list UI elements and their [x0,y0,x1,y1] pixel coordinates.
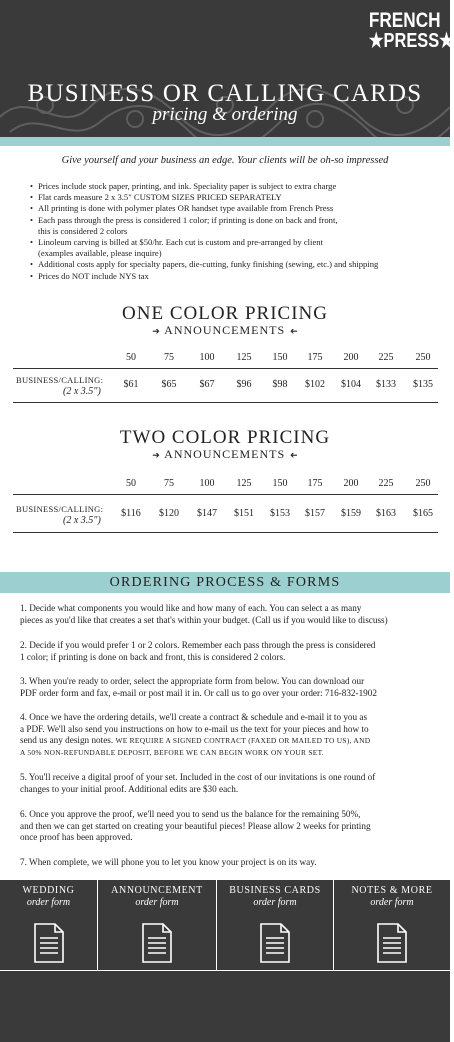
table-cell: $135 [413,379,433,390]
row-sublabel: (2 x 3.5") [63,515,101,526]
list-item: • All printing is done with polymer plates OR handset type available from French Press [30,203,440,214]
column-header: 225 [378,478,394,489]
list-item: 3. When you're ready to order, select the appropriate form from below. You can download our PDF order form and fax, e-mail or post mail it in. Or call us to go over your order: 716-832-1902 [20,676,377,698]
list-item: • Flat cards measure 2 x 3.5" CUSTOM SIZES PRICED SEPARATELY [30,192,440,203]
table-cell: $65 [161,379,177,390]
table-cell: $157 [305,508,325,519]
document-icon [376,923,408,963]
terms-list [30,181,440,282]
column-header: 50 [126,352,136,363]
tagline: Give yourself and your business an edge. Your clients will be oh-so impressed [61,155,389,166]
table-cell: $67 [199,379,215,390]
form-subtitle: order form [370,897,414,908]
column-header: 75 [164,352,174,363]
table-cell: $165 [413,508,433,519]
row-label: BUSINESS/CALLING: [16,504,104,514]
two-color-subtitle: ➔ ANNOUNCEMENTS ➔ [152,447,298,461]
form-title: NOTES & MORE [351,885,433,896]
table-cell: $116 [121,508,141,519]
column-header: 175 [307,352,323,363]
column-header: 125 [236,352,252,363]
list-item: • Prices include stock paper, printing, and ink. Speciality paper is subject to extra charge [30,181,440,192]
table-divider [13,532,438,533]
header-accent-bar [0,137,450,146]
form-title: ANNOUNCEMENT [111,885,203,896]
one-color-title: ONE COLOR PRICING [122,303,328,324]
column-header: 50 [126,478,136,489]
table-cell: $61 [123,379,139,390]
ordering-section-title: ORDERING PROCESS & FORMS [0,572,450,593]
list-item: 7. When complete, we will phone you to let you know your project is on its way. [20,857,317,867]
french-press-logo[interactable] [362,9,454,52]
list-item: 6. Once you approve the proof, we'll need you to send us the balance for the remaining 50%, and then we can get started on creating your beautiful pieces! Please allow 2 weeks for printing once proof has been approved. [20,809,371,843]
list-item: 1. Decide what components you would like and how many of each. You can select a as many pieces as you'd like that creates a set that's within your budget. (Call us if you would like to discuss) [20,603,388,625]
table-cell: $151 [234,508,254,519]
form-subtitle: order form [135,897,179,908]
one-color-subtitle: ➔ ANNOUNCEMENTS ➔ [152,323,298,337]
table-cell: $98 [272,379,288,390]
column-header: 200 [343,478,359,489]
arrow-right-icon: ➔ [152,326,161,336]
column-header: 250 [415,478,431,489]
list-item: 5. You'll receive a digital proof of your set. Included in the cost of our invitations is one round of changes to your initial proof. Additional edits are $30 each. [20,772,376,794]
wedding-order-form-link[interactable] [0,880,97,970]
form-title: WEDDING [22,885,75,896]
column-header: 100 [199,478,215,489]
document-icon [259,923,291,963]
column-header: 200 [343,352,359,363]
table-cell: $153 [270,508,290,519]
table-cell: $133 [376,379,396,390]
column-header: 100 [199,352,215,363]
page-subtitle: pricing & ordering [152,104,298,125]
table-cell: $102 [305,379,325,390]
table-cell: $147 [197,508,217,519]
list-item: 2. Decide if you would prefer 1 or 2 colors. Remember each pass through the press is considered 1 color; if printing is done on back and front, this is considered 2 colors. [20,640,376,662]
list-item: • Linoleum carving is billed at $50/hr. Each cut is custom and pre-arranged by client (examples available, please inquire) [30,237,440,259]
table-cell: $104 [341,379,361,390]
business-cards-order-form-link[interactable] [217,880,333,970]
form-subtitle: order form [26,897,71,908]
column-header: 250 [415,352,431,363]
table-cell: $163 [376,508,396,519]
form-subtitle: order form [253,897,297,908]
table-cell: $159 [341,508,361,519]
column-header: 150 [272,478,288,489]
list-item: • Prices do NOT include NYS tax [30,271,440,282]
logo-line-1: FRENCH [368,9,441,32]
page-header [0,0,454,137]
logo-line-2: ★PRESS★ [368,30,454,52]
arrow-left-icon: ➔ [289,450,298,460]
row-label: BUSINESS/CALLING: [16,375,104,385]
announcement-order-form-link[interactable] [98,880,216,970]
table-cell: $96 [236,379,252,390]
order-forms-footer [0,880,450,1042]
column-header: 150 [272,352,288,363]
column-header: 175 [307,478,323,489]
table-divider [13,494,438,495]
list-item: • Additional costs apply for specialty papers, die-cutting, funky finishing (sewing, etc.) and shipping [30,259,440,270]
list-item: • Each pass through the press is considered 1 color; if printing is done on back and front, this is considered 2 colors [30,215,440,237]
document-icon [33,923,65,963]
page-title: BUSINESS OR CALLING CARDS [27,80,423,107]
table-divider [13,402,438,403]
column-header: 125 [236,478,252,489]
notes-more-order-form-link[interactable] [334,880,450,970]
two-color-title: TWO COLOR PRICING [119,427,331,448]
list-item: 4. Once we have the ordering details, we'll create a contract & schedule and e-mail it to you as a PDF. We'll also send you instructions on how to e-mail us the text for your pieces and how to send us any design notes. WE REQUIRE A SIGNED CONTRACT (FAXED OR MAILED TO US), AND A 50% NON-REFUNDABLE DEPOSIT, BEFORE WE CAN BEGIN WORK ON YOUR SET. [20,712,371,757]
column-header: 225 [378,352,394,363]
arrow-right-icon: ➔ [152,450,161,460]
form-title: BUSINESS CARDS [229,885,321,896]
column-header: 75 [164,478,174,489]
arrow-left-icon: ➔ [289,326,298,336]
document-icon [141,923,173,963]
footer-divider [0,970,450,971]
row-sublabel: (2 x 3.5") [63,386,101,397]
table-divider [13,368,438,369]
table-cell: $120 [159,508,179,519]
